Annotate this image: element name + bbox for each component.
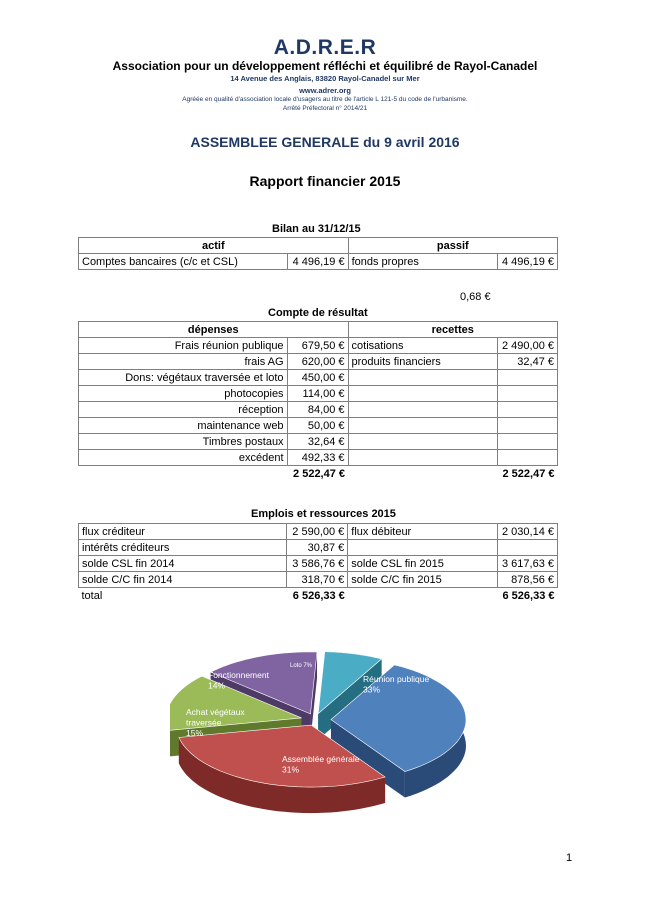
table-cell xyxy=(498,370,558,386)
total-depenses: 2 522,47 € xyxy=(293,467,346,480)
total-row xyxy=(79,466,558,482)
table-cell: excédent xyxy=(79,450,288,466)
resultat-title: Compte de résultat xyxy=(268,307,368,319)
table-row xyxy=(79,402,558,418)
pie-label: 33% xyxy=(363,684,381,695)
assembly-title: ASSEMBLEE GENERALE du 9 avril 2016 xyxy=(190,134,460,150)
table-cell: 450,00 € xyxy=(287,370,348,386)
table-row xyxy=(79,386,558,402)
table-row xyxy=(79,418,558,434)
table-cell: réception xyxy=(79,402,288,418)
table-cell: 50,00 € xyxy=(287,418,348,434)
table-cell: 30,87 € xyxy=(287,540,348,556)
pie-label: 14% xyxy=(208,680,226,691)
table-cell xyxy=(498,402,558,418)
table-cell: 2 490,00 € xyxy=(498,338,558,354)
org-address: 14 Avenue des Anglais, 83820 Rayol-Canadel sur Mer xyxy=(230,74,420,83)
table-cell: Frais réunion publique xyxy=(79,338,288,354)
loose-value: 0,68 € xyxy=(460,291,491,303)
table-cell xyxy=(348,370,497,386)
bilan-col-actif: actif xyxy=(79,238,349,254)
org-subtitle: Association pour un développement réfléchi et équilibré de Rayol-Canadel xyxy=(112,59,538,73)
table-cell xyxy=(497,540,557,556)
emplois-title: Emplois et ressources 2015 xyxy=(251,508,396,520)
expense-pie-chart xyxy=(170,640,490,820)
resultat-table xyxy=(78,321,558,481)
emplois-table xyxy=(78,523,558,603)
total-emplois: 6 526,33 € xyxy=(287,588,348,604)
table-cell: solde C/C fin 2015 xyxy=(348,572,498,588)
table-cell: cotisations xyxy=(348,338,497,354)
table-cell: Dons: végétaux traversée et loto xyxy=(79,370,288,386)
org-arrete: Arrêté Préfectoral n° 2014/21 xyxy=(282,105,368,112)
bilan-col-passif: passif xyxy=(348,238,557,254)
page-number: 1 xyxy=(566,852,573,864)
pie-label: Réunion publique xyxy=(363,674,430,684)
pie-label: Achat végétaux xyxy=(186,707,245,717)
table-cell: solde C/C fin 2014 xyxy=(79,572,287,588)
pie-label: Loto 7% xyxy=(290,663,313,669)
total-row xyxy=(79,588,558,604)
pie-label: 31% xyxy=(282,764,300,775)
total-ressources: 6 526,33 € xyxy=(497,588,557,604)
table-cell: flux créditeur xyxy=(79,524,287,540)
table-cell: photocopies xyxy=(79,386,288,402)
table-row xyxy=(79,572,558,588)
table-row xyxy=(79,450,558,466)
table-cell xyxy=(348,450,497,466)
org-title: A.D.R.E.R xyxy=(273,36,377,59)
table-cell: 2 030,14 € xyxy=(497,524,557,540)
table-cell: 492,33 € xyxy=(287,450,348,466)
table-cell: 3 617,63 € xyxy=(497,556,557,572)
table-cell xyxy=(348,418,497,434)
resultat-col-recettes: recettes xyxy=(348,322,557,338)
table-row xyxy=(79,556,558,572)
table-cell xyxy=(348,386,497,402)
table-cell: Timbres postaux xyxy=(79,434,288,450)
table-cell: intérêts créditeurs xyxy=(79,540,287,556)
org-agreement: Agréée en qualité d'association locale d'usagers au titre de l'article L 121-5 du code de l'urbanisme. xyxy=(182,96,468,103)
report-title: Rapport financier 2015 xyxy=(249,173,401,189)
table-cell xyxy=(348,540,498,556)
table-cell xyxy=(498,386,558,402)
table-cell: Comptes bancaires (c/c et CSL) xyxy=(79,254,288,270)
total-label: total xyxy=(79,588,287,604)
table-cell: frais AG xyxy=(79,354,288,370)
table-cell: 32,47 € xyxy=(498,354,558,370)
table-cell: 620,00 € xyxy=(287,354,348,370)
table-cell: solde CSL fin 2014 xyxy=(79,556,287,572)
table-cell: produits financiers xyxy=(348,354,497,370)
org-website[interactable]: www.adrer.org xyxy=(299,86,351,95)
total-recettes: 2 522,47 € xyxy=(502,467,555,480)
table-cell: maintenance web xyxy=(79,418,288,434)
resultat-col-depenses: dépenses xyxy=(79,322,349,338)
pie-label: traversée xyxy=(186,717,222,728)
table-row xyxy=(79,434,558,450)
table-cell: fonds propres xyxy=(348,254,497,270)
table-cell: solde CSL fin 2015 xyxy=(348,556,498,572)
table-row xyxy=(79,540,558,556)
pie-label: Assemblée générale xyxy=(282,754,360,764)
bilan-title: Bilan au 31/12/15 xyxy=(272,223,361,235)
table-cell: 318,70 € xyxy=(287,572,348,588)
table-cell: 2 590,00 € xyxy=(287,524,348,540)
bilan-table xyxy=(78,237,558,270)
table-cell: 84,00 € xyxy=(287,402,348,418)
table-row xyxy=(79,354,558,370)
table-cell: 114,00 € xyxy=(287,386,348,402)
table-cell xyxy=(348,434,497,450)
table-cell: 4 496,19 € xyxy=(287,254,348,270)
table-cell: 878,56 € xyxy=(497,572,557,588)
table-cell xyxy=(498,434,558,450)
pie-label: 15% xyxy=(186,728,204,738)
pie-label: Fonctionnement xyxy=(208,670,269,680)
table-cell: 32,64 € xyxy=(287,434,348,450)
table-row xyxy=(79,370,558,386)
table-cell xyxy=(348,402,497,418)
table-cell: flux débiteur xyxy=(348,524,498,540)
table-row xyxy=(79,338,558,354)
table-cell xyxy=(498,450,558,466)
table-cell xyxy=(498,418,558,434)
table-row xyxy=(79,254,558,270)
table-cell: 3 586,76 € xyxy=(287,556,348,572)
table-row xyxy=(79,524,558,540)
table-cell: 4 496,19 € xyxy=(497,254,557,270)
table-cell: 679,50 € xyxy=(287,338,348,354)
